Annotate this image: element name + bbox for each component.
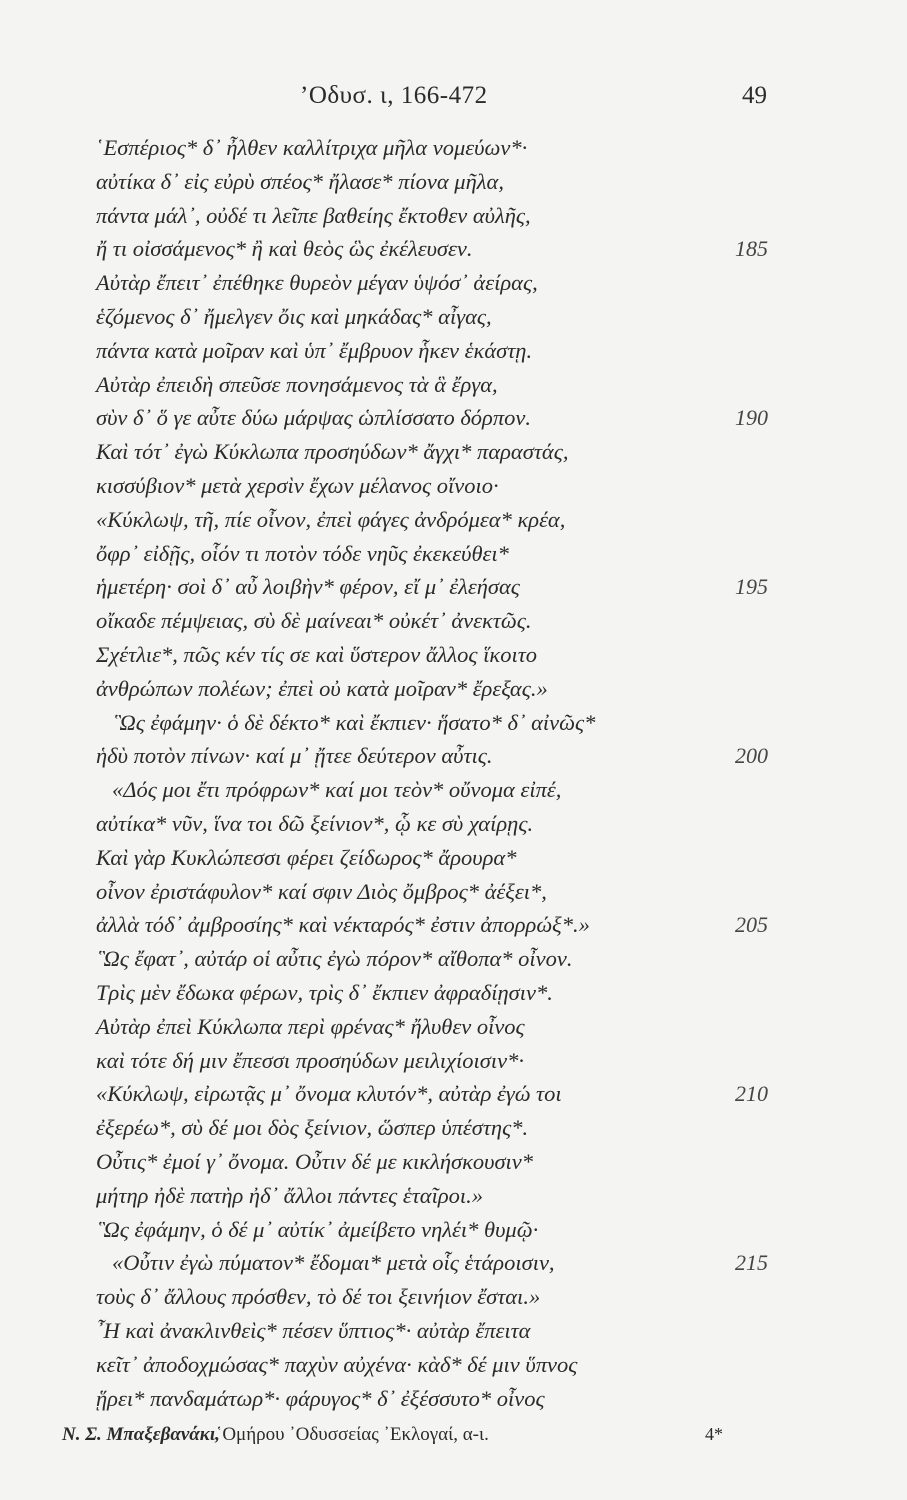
verse-line bbox=[0, 1014, 907, 1048]
verse-text: οἶνον ἐριστάφυλον* καί σφιν Διὸς ὄμβρος* ἀέξει*, bbox=[96, 878, 547, 904]
verse-text: ῏Η καὶ ἀνακλινθεὶς* πέσεν ὕπτιος*· αὐτὰρ ἔπειτα bbox=[96, 1318, 531, 1343]
verse-line bbox=[0, 642, 907, 676]
verse-line bbox=[0, 203, 907, 237]
verse-line bbox=[0, 1149, 907, 1183]
verse-text: Σχέτλιε*, πῶς κέν τίς σε καὶ ὕστερον ἄλλος ἵκοιτο bbox=[96, 642, 538, 667]
verse-text: Αὐτὰρ ἐπεὶ Κύκλωπα περὶ φρένας* ἤλυθεν οἶνος bbox=[96, 1013, 525, 1039]
verse-line bbox=[0, 608, 907, 642]
verse-text: ἑζόμενος δ᾽ ἤμελγεν ὄις καὶ μηκάδας* αἶγας, bbox=[96, 304, 492, 329]
running-head: ’Οδυσ. ι, 166-472 bbox=[300, 82, 488, 109]
verse-text: ἤ τι οἰσσάμενος* ἢ καὶ θεὸς ὣς ἐκέλευσεν. bbox=[96, 236, 473, 262]
verse-line bbox=[0, 1284, 907, 1318]
verse-line bbox=[0, 811, 907, 845]
verse-line bbox=[0, 980, 907, 1014]
verse-line bbox=[0, 946, 907, 980]
verse-line bbox=[0, 710, 907, 744]
verse-text: ῝Ως ἔφατ᾽, αὐτάρ οἱ αὖτις ἐγὼ πόρον* αἴθοπα* οἶνον. bbox=[96, 946, 573, 972]
verse-line bbox=[0, 1217, 907, 1251]
verse-text: ἀνθρώπων πολέων; ἐπεὶ οὐ κατὰ μοῖραν* ἔρεξας.» bbox=[96, 675, 548, 701]
verse-line bbox=[0, 912, 907, 946]
verse-text: μήτηρ ἠδὲ πατὴρ ἠδ᾽ ἄλλοι πάντες ἑταῖροι.» bbox=[96, 1182, 483, 1208]
verse-text: ᾕρει* πανδαμάτωρ*· φάρυγος* δ᾽ ἐξέσσυτο* οἶνος bbox=[96, 1385, 545, 1411]
verse-line bbox=[0, 169, 907, 203]
verse-text: ῝Ως ἐφάμην, ὁ δέ μ᾽ αὐτίκ᾽ ἀμείβετο νηλέι* θυμῷ· bbox=[96, 1216, 539, 1242]
verse-text: τοὺς δ᾽ ἄλλους πρόσθεν, τὸ δέ τοι ξεινήιον ἔσται.» bbox=[96, 1284, 541, 1310]
page-header bbox=[0, 82, 907, 116]
verse-line bbox=[0, 1081, 907, 1115]
verse-line bbox=[0, 507, 907, 541]
verse-line bbox=[0, 777, 907, 811]
verse-text: ἡδὺ ποτὸν πίνων· καί μ᾽ ᾔτεε δεύτερον αὖτις. bbox=[96, 743, 493, 769]
verse-line bbox=[0, 1250, 907, 1284]
footer-book-title: ῾Ομήρου ᾽Οδυσσείας ᾽Εκλογαί, α-ι. bbox=[216, 1424, 489, 1445]
verse-line bbox=[0, 879, 907, 913]
line-number: 205 bbox=[735, 912, 768, 938]
verse-line bbox=[0, 439, 907, 473]
verse-line bbox=[0, 1115, 907, 1149]
verse-line bbox=[0, 338, 907, 372]
verse-text: Καὶ τότ᾽ ἐγὼ Κύκλωπα προσηύδων* ἄγχι* παραστάς, bbox=[96, 439, 569, 465]
verse-text: κεῖτ᾽ ἀποδοχμώσας* παχὺν αὐχένα· κὰδ* δέ μιν ὕπνος bbox=[96, 1351, 578, 1377]
verse-line bbox=[0, 135, 907, 169]
verse-line bbox=[0, 1183, 907, 1217]
verse-line bbox=[0, 541, 907, 575]
line-number: 215 bbox=[735, 1250, 768, 1276]
verse-line bbox=[0, 1386, 907, 1420]
verse-text: ἀλλὰ τόδ᾽ ἀμβροσίης* καὶ νέκταρός* ἐστιν ἀπορρώξ*.» bbox=[96, 912, 590, 938]
verse-text: ῾Εσπέριος* δ᾽ ἦλθεν καλλίτριχα μῆλα νομεύων*· bbox=[96, 135, 528, 160]
verse-text: Οὖτις* ἐμοί γ᾽ ὄνομα. Οὖτιν δέ με κικλήσκουσιν* bbox=[96, 1149, 534, 1174]
verse-text: «Δός μοι ἔτι πρόφρων* καί μοι τεὸν* οὔνομα εἰπέ, bbox=[112, 777, 562, 803]
verse-text: Αὐτὰρ ἔπειτ᾽ ἐπέθηκε θυρεὸν μέγαν ὑψόσ᾽ ἀείρας, bbox=[96, 270, 538, 296]
verse-text: Αὐτὰρ ἐπειδὴ σπεῦσε πονησάμενος τὰ ἃ ἔργα, bbox=[96, 371, 498, 397]
page-footer bbox=[0, 1424, 907, 1454]
verse-line bbox=[0, 372, 907, 406]
verse-line bbox=[0, 1352, 907, 1386]
line-number: 185 bbox=[735, 236, 768, 262]
verse-line bbox=[0, 405, 907, 439]
verse-line bbox=[0, 236, 907, 270]
verse-text: «Κύκλωψ, τῆ, πίε οἶνον, ἐπεὶ φάγες ἀνδρόμεα* κρέα, bbox=[96, 506, 566, 532]
verse-text: ἡμετέρη· σοὶ δ᾽ αὖ λοιβὴν* φέρον, εἴ μ᾽ ἐλεήσας bbox=[96, 574, 520, 600]
verse-text: ῝Ως ἐφάμην· ὁ δὲ δέκτο* καὶ ἔκπιεν· ἥσατο* δ᾽ αἰνῶς* bbox=[112, 709, 596, 735]
verse-text: ἐξερέω*, σὺ δέ μοι δὸς ξείνιον, ὥσπερ ὑπέστης*. bbox=[96, 1115, 529, 1141]
verse-text: σὺν δ᾽ ὅ γε αὖτε δύω μάρψας ὡπλίσσατο δόρπον. bbox=[96, 405, 531, 431]
verse-text: οἴκαδε πέμψειας, σὺ δὲ μαίνεαι* οὐκέτ᾽ ἀνεκτῶς. bbox=[96, 608, 532, 634]
verse-text: Καὶ γὰρ Κυκλώπεσσι φέρει ζείδωρος* ἄρουρα* bbox=[96, 844, 517, 870]
verse-line bbox=[0, 845, 907, 879]
line-number: 195 bbox=[735, 574, 768, 600]
verse-line bbox=[0, 574, 907, 608]
verse-line bbox=[0, 676, 907, 710]
page-number: 49 bbox=[742, 82, 767, 109]
verse-text: «Οὖτιν ἐγὼ πύματον* ἔδομαι* μετὰ οἷς ἑτάροισιν, bbox=[112, 1250, 555, 1276]
line-number: 200 bbox=[735, 743, 768, 769]
verse-text: αὐτίκα* νῦν, ἵνα τοι δῶ ξείνιον*, ᾧ κε σὺ χαίρῃς. bbox=[96, 811, 534, 836]
verse-text: ὄφρ᾽ εἰδῇς, οἷόν τι ποτὸν τόδε νηῦς ἐκεκεύθει* bbox=[96, 540, 509, 566]
verse-text: «Κύκλωψ, εἰρωτᾷς μ᾽ ὄνομα κλυτόν*, αὐτὰρ ἐγώ τοι bbox=[96, 1081, 562, 1107]
line-number: 210 bbox=[735, 1081, 768, 1107]
verse-text: πάντα μάλ᾽, οὐδέ τι λεῖπε βαθείης ἔκτοθεν αὐλῆς, bbox=[96, 202, 531, 228]
verse-line bbox=[0, 270, 907, 304]
footer-author: Ν. Σ. Μπαξεβανάκι, bbox=[62, 1424, 220, 1445]
verse-line bbox=[0, 473, 907, 507]
verse-text: πάντα κατὰ μοῖραν καὶ ὑπ᾽ ἔμβρυον ἧκεν ἑκάστῃ. bbox=[96, 337, 533, 363]
verse-text: Τρὶς μὲν ἔδωκα φέρων, τρὶς δ᾽ ἔκπιεν ἀφραδίῃσιν*. bbox=[96, 980, 553, 1005]
verse-text: κισσύβιον* μετὰ χερσὶν ἔχων μέλανος οἴνοιο· bbox=[96, 473, 499, 498]
verse-text: καὶ τότε δή μιν ἔπεσσι προσηύδων μειλιχίοισιν*· bbox=[96, 1047, 524, 1073]
verse-line bbox=[0, 1048, 907, 1082]
verse-line bbox=[0, 1318, 907, 1352]
verse-line bbox=[0, 743, 907, 777]
signature-mark: 4* bbox=[705, 1424, 723, 1444]
verse-text: αὐτίκα δ᾽ εἰς εὐρὺ σπέος* ἤλασε* πίονα μῆλα, bbox=[96, 168, 504, 194]
verse-line bbox=[0, 304, 907, 338]
line-number: 190 bbox=[735, 405, 768, 431]
